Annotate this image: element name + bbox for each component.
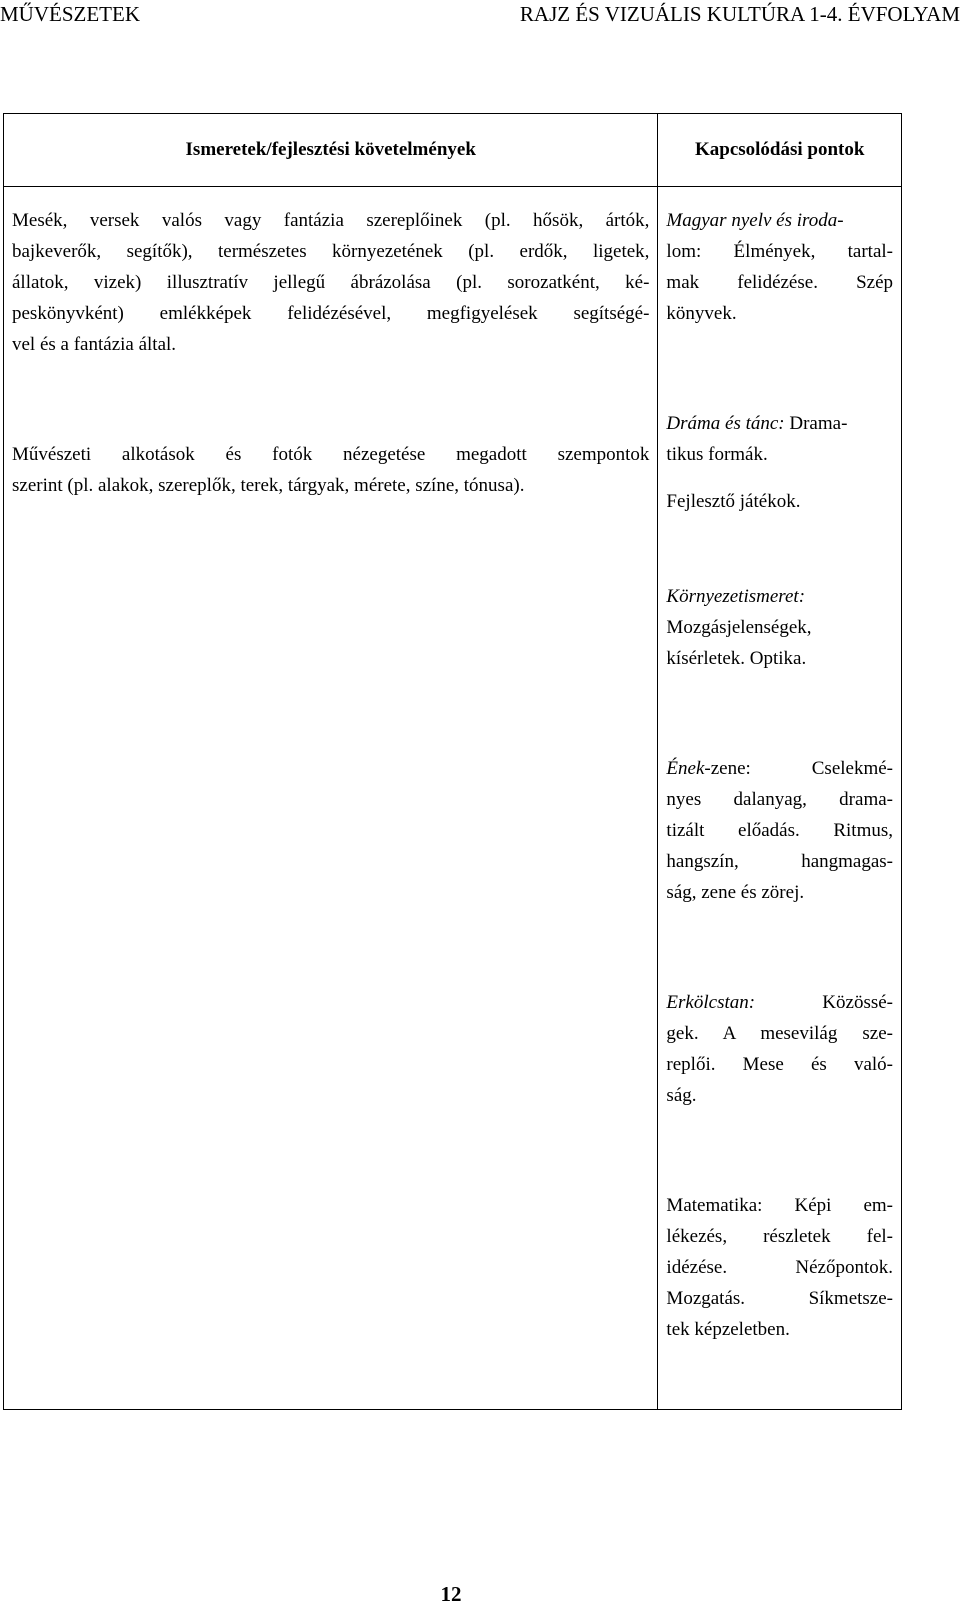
col2-header: Kapcsolódási pontok: [694, 139, 865, 160]
link-enek: Ének-zene: Cselekmé- nyes dalanyag, drama- tizált előadás. Ritmus, hangszín, hangmagas- ság, zene és zörej.: [666, 758, 893, 903]
header-right-title: RAJZ ÉS VIZUÁLIS KULTÚRA 1-4. ÉVFOLYAM: [519, 2, 960, 26]
header-left-title: MŰVÉSZETEK: [0, 2, 140, 26]
link-kornyezet: Környezetismeret: Mozgásjelenségek, kísérletek. Optika.: [666, 586, 812, 669]
requirement-illustration: Mesék, versek valós vagy fantázia szereplőinek (pl. hősök, ártók, bajkeverők, segítők), természetes környezetének (pl. erdők, ligetek, állatok, vizek) illusztratív jellegű ábrázolása (pl. sorozatként, ké- peskönyvként) emlékképek felidézésével, megfigyelések segítségé- vel és a fantázia által.: [12, 210, 650, 355]
table-row: [4, 187, 902, 1410]
table-header-row: [4, 114, 902, 187]
col1-header: Ismeretek/fejlesztési követelmények: [185, 139, 476, 160]
page-number: 12: [440, 1582, 462, 1606]
curriculum-table: [3, 113, 902, 1410]
requirement-artwork-viewing: Művészeti alkotások és fotók nézegetése megadott szempontok szerint (pl. alakok, szereplők, terek, tárgyak, mérete, színe, tónusa).: [12, 444, 650, 496]
link-erkolcstan: Erkölcstan: Közössé- gek. A mesevilág sze- replői. Mese és való- ság.: [666, 992, 893, 1106]
link-matematika: Matematika: Képi em- lékezés, részletek fel- idézése. Nézőpontok. Mozgatás. Síkmetsze- tek képzeletben.: [666, 1195, 893, 1340]
link-magyar: Magyar nyelv és iroda- lom: Élmények, tartal- mak felidézése. Szép könyvek.: [666, 210, 893, 324]
link-drama: Dráma és tánc: Drama- tikus formák. Fejlesztő játékok.: [666, 413, 848, 512]
